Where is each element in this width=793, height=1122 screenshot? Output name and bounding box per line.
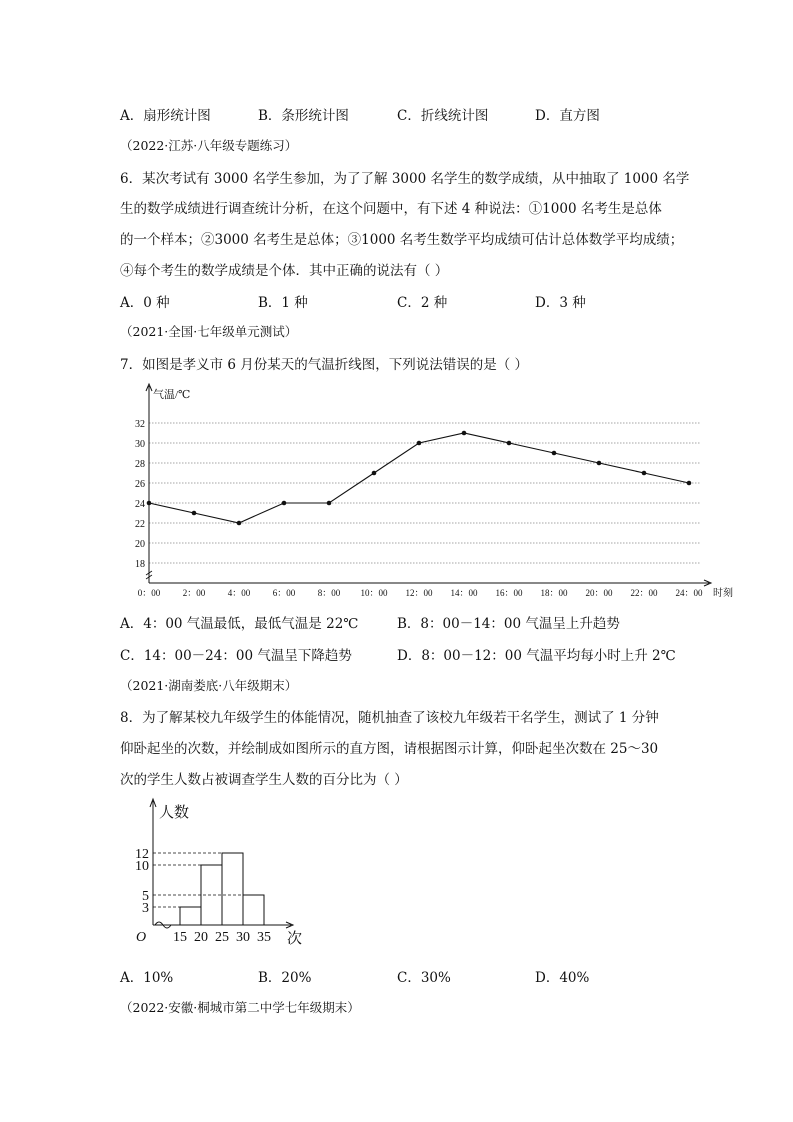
data-point	[327, 501, 332, 506]
histogram-bars	[180, 853, 264, 925]
q8-stem-line-3: 次的学生人数占被调查学生人数的百分比为（ ）	[120, 772, 408, 788]
x-tick-label: 10：00	[360, 588, 388, 598]
q6-option-a: A．0 种	[120, 295, 170, 311]
histogram-bar	[222, 853, 243, 925]
data-point	[687, 481, 692, 486]
data-point	[507, 441, 512, 446]
x-tick-label: 20：00	[585, 588, 613, 598]
y-tick-label: 3	[142, 901, 149, 916]
q5-option-a: A．扇形统计图	[120, 108, 211, 124]
q6-stem-line-4: ④每个考生的数学成绩是个体．其中正确的说法有（ ）	[120, 263, 449, 279]
x-tick-label: 4：00	[227, 588, 251, 598]
x-tick-label: 25	[215, 930, 229, 945]
histogram-guides	[153, 853, 243, 907]
data-point	[597, 461, 602, 466]
q5-option-d: D．直方图	[535, 108, 600, 124]
q8-option-b: B．20%	[258, 970, 312, 986]
y-tick-label: 18	[135, 559, 145, 570]
q6-option-c: C．2 种	[397, 295, 448, 311]
x-tick-label: 6：00	[272, 588, 296, 598]
situp-histogram	[115, 795, 315, 955]
x-tick-label: 0：00	[137, 588, 161, 598]
temperature-line	[149, 433, 689, 523]
y-tick-label: 10	[135, 859, 149, 874]
q8-stem-line-2: 仰卧起坐的次数，并绘制成如图所示的直方图，请根据图示计算，仰卧起坐次数在 25～30	[120, 741, 659, 757]
origin-label: O	[136, 930, 147, 945]
x-tick-label: 15	[173, 930, 187, 945]
q6-source: （2022·江苏·八年级专题练习）	[120, 138, 298, 153]
data-point	[462, 431, 467, 436]
q7-source: （2021·全国·七年级单元测试）	[120, 324, 298, 339]
data-point	[372, 471, 377, 476]
data-point	[237, 521, 242, 526]
chart-x-ticks	[138, 586, 733, 599]
chart-y-ticks	[135, 419, 145, 570]
q7-option-c: C．14：00－24：00 气温呈下降趋势	[120, 648, 352, 664]
histogram-bar	[243, 895, 264, 925]
x-tick-label: 8：00	[317, 588, 341, 598]
x-tick-label: 12：00	[405, 588, 433, 598]
q5-option-c: C．折线统计图	[397, 108, 489, 124]
temperature-series	[147, 431, 692, 526]
chart-gridlines	[149, 423, 701, 563]
q8-source: （2021·湖南娄底·八年级期末）	[120, 678, 298, 693]
y-tick-label: 12	[135, 847, 149, 862]
y-tick-label: 28	[135, 459, 145, 470]
q7-option-b: B．8：00－14：00 气温呈上升趋势	[397, 616, 620, 632]
q6-stem-line-2: 生的数学成绩进行调查统计分析，在这个问题中，有下述 4 种说法：①1000 名考生是总体	[120, 201, 662, 217]
q6-stem-line-1: 6．某次考试有 3000 名学生参加，为了了解 3000 名学生的数学成绩，从中抽取了 1000 名学	[120, 171, 690, 187]
q7-option-d: D．8：00－12：00 气温平均每小时上升 2℃	[397, 648, 676, 664]
x-tick-label: 35	[257, 930, 271, 945]
x-tick-label: 24：00	[675, 588, 703, 598]
q5-option-b: B．条形统计图	[258, 108, 349, 124]
y-tick-label: 20	[135, 539, 145, 550]
q6-option-b: B．1 种	[258, 295, 308, 311]
data-point	[282, 501, 287, 506]
data-point	[147, 501, 152, 506]
y-axis-title: 气温/℃	[153, 389, 191, 401]
q6-stem-line-3: 的一个样本；②3000 名考生是总体；③1000 名考生数学平均成绩可估计总体数学平均成绩；	[120, 232, 684, 248]
data-point	[192, 511, 197, 516]
chart-axes	[146, 384, 711, 586]
data-point	[552, 451, 557, 456]
x-tick-label: 20	[194, 930, 208, 945]
footer-source: （2022·安徽·桐城市第二中学七年级期末）	[120, 1000, 360, 1015]
y-axis-title: 人数	[159, 805, 190, 821]
x-tick-label: 14：00	[450, 588, 478, 598]
x-tick-label: 2：00	[182, 588, 206, 598]
x-tick-label: 30	[236, 930, 250, 945]
x-tick-label: 18：00	[540, 588, 568, 598]
data-point	[642, 471, 647, 476]
histogram-bar	[180, 907, 201, 925]
q8-option-c: C．30%	[397, 970, 451, 986]
x-axis-title: 时刻	[713, 588, 733, 599]
histogram-labels	[135, 804, 302, 947]
temperature-line-chart	[115, 380, 733, 600]
q8-stem-line-1: 8．为了解某校九年级学生的体能情况，随机抽查了该校九年级若干名学生，测试了 1 分钟	[120, 710, 659, 726]
y-tick-label: 32	[135, 419, 145, 430]
q6-option-d: D．3 种	[535, 295, 586, 311]
q7-stem: 7．如图是孝义市 6 月份某天的气温折线图，下列说法错误的是（ ）	[120, 357, 529, 373]
q8-option-d: D．40%	[535, 970, 590, 986]
q8-option-a: A．10%	[120, 970, 174, 986]
y-tick-label: 5	[142, 889, 149, 904]
y-tick-label: 24	[135, 499, 145, 510]
x-tick-label: 22：00	[630, 588, 658, 598]
y-tick-label: 30	[135, 439, 145, 450]
x-axis-title: 次	[287, 931, 303, 947]
data-point	[417, 441, 422, 446]
y-tick-label: 26	[135, 479, 145, 490]
y-tick-label: 22	[135, 519, 145, 530]
q7-option-a: A．4：00 气温最低，最低气温是 22℃	[120, 616, 359, 632]
x-tick-label: 16：00	[495, 588, 523, 598]
